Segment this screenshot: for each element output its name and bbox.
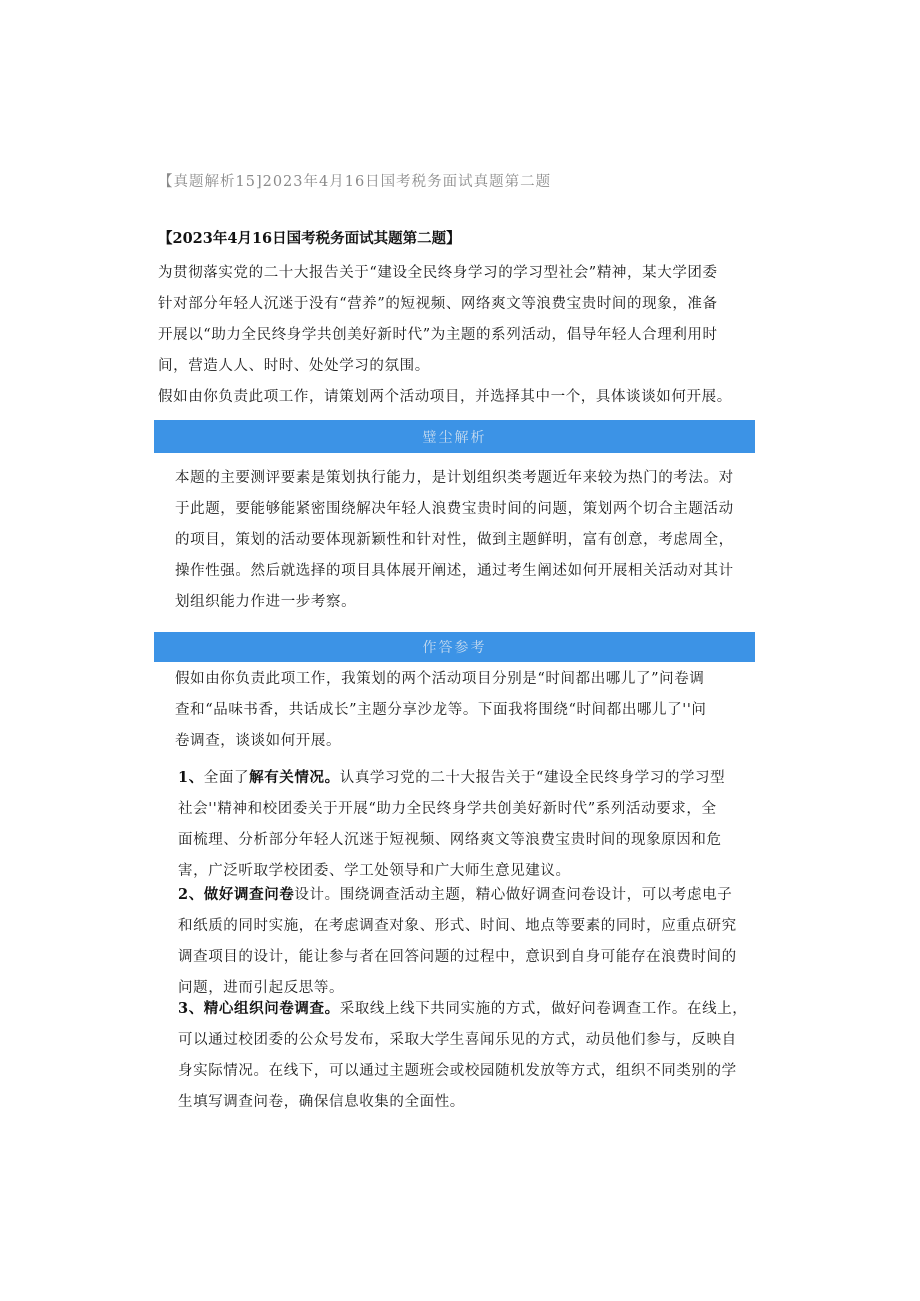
question-line: 针对部分年轻人沉迷于没有“营养”的短视频、网络爽文等浪费宝贵时间的现象，准备 xyxy=(158,296,718,312)
point-number: 1、 xyxy=(178,769,204,786)
answer-point-1 xyxy=(178,762,758,887)
point-line: 可以通过校团委的公众号发布，采取大学生喜闻乐见的方式，动员他们参与，反映自 xyxy=(178,1032,737,1048)
point-line: 设计。围绕调查活动主题，精心做好调查问卷设计，可以考虑电子 xyxy=(294,887,733,903)
point-number: 2、 xyxy=(178,886,204,903)
answer-banner: 作答参考 xyxy=(154,632,755,662)
point-line: 问题，进而引起反思等。 xyxy=(178,980,345,996)
answer-intro-line: 卷调查，谈谈如何开展。 xyxy=(175,733,342,749)
analysis-line: 操作性强。然后就选择的项目具体展开阐述，通过考生阐述如何开展相关活动对其计 xyxy=(175,563,734,579)
point-lead-bold: 做好调查问卷 xyxy=(203,886,295,903)
analysis-line: 于此题，要能够能紧密围绕解决年轻人浪费宝贵时间的问题，策划两个切合主题活动 xyxy=(175,501,734,517)
point-lead-plain: 全面了 xyxy=(203,770,250,786)
point-line: 社会''精神和校团委关于开展“助力全民终身学共创美好新时代”系列活动要求，全 xyxy=(178,801,717,817)
point-line: 身实际情况。在线下，可以通过主题班会或校园随机发放等方式，组织不同类别的学 xyxy=(178,1063,737,1079)
point-line: 和纸质的同时实施，在考虑调查对象、形式、时间、地点等要素的同时，应重点研究 xyxy=(178,918,737,934)
point-line: 害，广泛听取学校团委、学工处领导和广大师生意见建议。 xyxy=(178,863,571,879)
question-line: 间，营造人人、时时、处处学习的氛围。 xyxy=(158,358,430,374)
answer-point-3 xyxy=(178,993,758,1118)
point-line: 面梳理、分析部分年轻人沉迷于短视频、网络爽文等浪费宝贵时间的现象原因和危 xyxy=(178,832,722,848)
point-lead-bold: 解有关情况。 xyxy=(249,769,340,786)
document-heading: 【真题解析15]2023年4月16日国考税务面试真题第二题 xyxy=(158,174,552,190)
analysis-banner: 璧尘解析 xyxy=(154,420,755,453)
answer-intro-line: 查和“品味书香，共话成长”主题分享沙龙等。下面我将围绕“时间都出哪儿了''问 xyxy=(175,702,707,718)
answer-intro-line: 假如由你负责此项工作，我策划的两个活动项目分别是“时间都出哪儿了”问卷调 xyxy=(175,671,705,687)
point-line: 生填写调查问卷，确保信息收集的全面性。 xyxy=(178,1094,465,1110)
answer-intro xyxy=(175,664,757,757)
point-lead-bold: 精心组织问卷调查。 xyxy=(203,1000,340,1017)
question-line: 为贯彻落实党的二十大报告关于“建设全民终身学习的学习型社会”精神，某大学团委 xyxy=(158,265,718,281)
analysis-line: 本题的主要测评要素是策划执行能力，是计划组织类考题近年来较为热门的考法。对 xyxy=(175,470,734,486)
question-paragraph xyxy=(158,258,758,382)
point-line: 调查项目的设计，能让参与者在回答问题的过程中，意识到自身可能存在浪费时间的 xyxy=(178,949,737,965)
analysis-paragraph xyxy=(175,463,757,618)
question-line: 开展以“助力全民终身学共创美好新时代”为主题的系列活动，倡导年轻人合理利用时 xyxy=(158,327,718,343)
answer-point-2 xyxy=(178,879,758,1004)
question-prompt: 假如由你负责此项工作，请策划两个活动项目，并选择其中一个，具体谈谈如何开展。 xyxy=(158,389,732,405)
analysis-line: 的项目，策划的活动要体现新颖性和针对性，做到主题鲜明，富有创意，考虑周全， xyxy=(175,532,734,548)
analysis-line: 划组织能力作进一步考察。 xyxy=(175,594,357,610)
question-title: 【2023年4月16日国考税务面试其题第二题】 xyxy=(158,230,461,247)
point-line: 认真学习党的二十大报告关于“建设全民终身学习的学习型 xyxy=(339,770,726,786)
point-line: 采取线上线下共同实施的方式，做好问卷调查工作。在线上， xyxy=(339,1001,748,1017)
point-number: 3、 xyxy=(178,1000,204,1017)
